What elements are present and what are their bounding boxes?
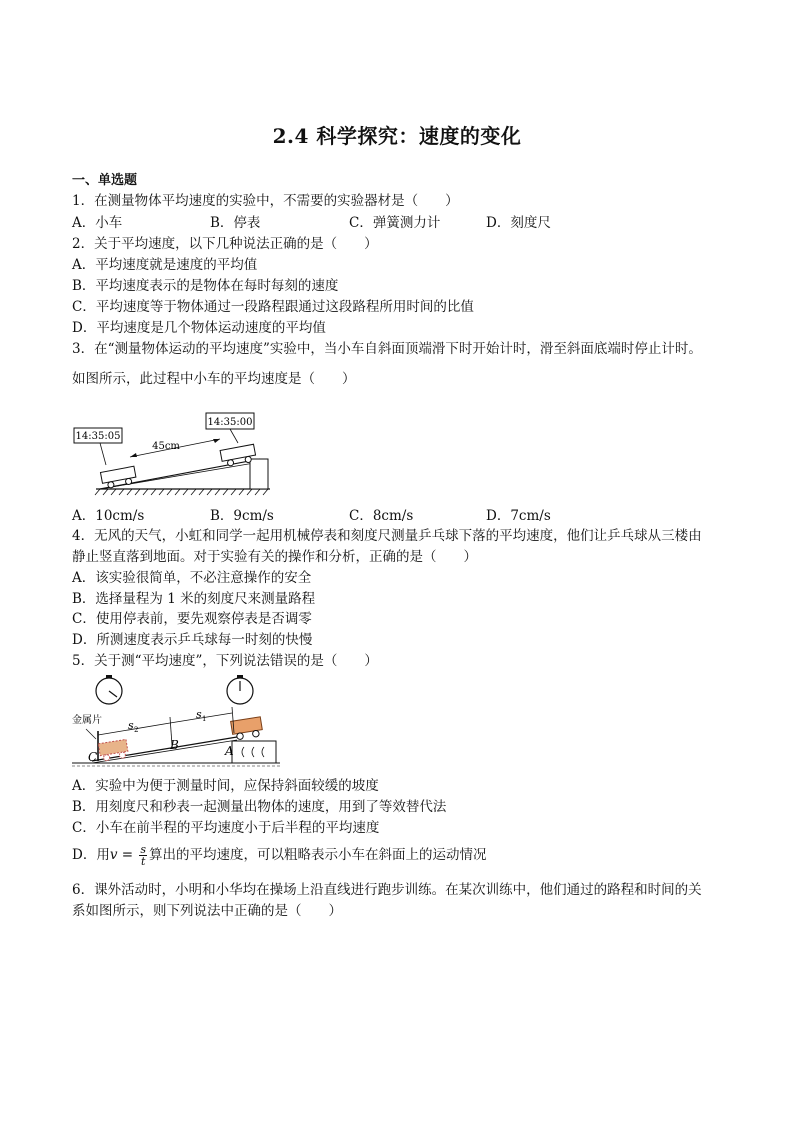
q1-option-a: A．小车 [72,215,123,231]
q3-option-d: D．7cm/s [486,508,551,524]
section-heading: 一、单选题 [72,173,138,188]
q3-time-end-label: 14:35:05 [75,431,121,442]
q5-option-d-suffix: 算出的平均速度，可以粗略表示小车在斜面上的运动情况 [149,847,487,863]
question-3-stem-line1: 3．在“测量物体运动的平均速度”实验中，当小车自斜面顶端滑下时开始计时，滑至斜面底端时停止计时。 [72,341,702,357]
q4-option-a: A．该实验很简单，不必注意操作的安全 [72,570,312,586]
question-6-stem-line1: 6．课外活动时，小明和小华均在操场上沿直线进行跑步训练。在某次训练中，他们通过的路程和时间的关 [72,882,702,898]
q5-formula-fraction [139,844,147,867]
q5-point-a: A [225,744,234,758]
q1-option-c: C．弹簧测力计 [349,215,441,231]
q1-option-d: D．刻度尺 [486,215,551,231]
q5-formula-v: v [109,847,118,863]
q2-option-a: A．平均速度就是速度的平均值 [72,257,258,273]
q5-incline-figure [72,673,284,769]
q5-metal-plate-label: 金属片 [72,715,102,726]
question-5-stem: 5．关于测“平均速度”，下列说法错误的是（ ） [72,653,378,669]
q3-incline-figure [70,405,280,497]
q3-option-a: A．10cm/s [72,508,145,524]
q5-s1-label: s [196,708,202,721]
question-3-stem-line2: 如图所示，此过程中小车的平均速度是（ ） [72,371,356,387]
q4-option-c: C．使用停表前，要先观察停表是否调零 [72,611,312,627]
question-4-stem-line1: 4．无风的天气，小虹和同学一起用机械停表和刻度尺测量乒乓球下落的平均速度，他们让乒乓球从三楼由 [72,528,702,544]
q5-option-a: A．实验中为便于测量时间，应保持斜面较缓的坡度 [72,778,379,794]
q5-option-c: C．小车在前半程的平均速度小于后半程的平均速度 [72,820,380,836]
q2-option-b: B．平均速度表示的是物体在每时每刻的速度 [72,278,339,294]
page-title: 2.4 科学探究：速度的变化 [272,124,522,148]
question-2-stem: 2．关于平均速度，以下几种说法正确的是（ ） [72,236,378,252]
q5-point-b: B [170,738,179,752]
q1-option-b: B．停表 [210,215,261,231]
question-1-stem: 1．在测量物体平均速度的实验中，不需要的实验器材是（ ） [72,193,459,209]
q5-s1-sub: 1 [202,715,207,723]
q3-option-b: B．9cm/s [210,508,274,524]
q5-point-c: C [88,750,98,764]
question-4-stem-line2: 静止竖直落到地面。对于实验有关的操作和分析，正确的是（ ） [72,549,477,565]
q3-option-c: C．8cm/s [349,508,414,524]
q5-option-d-prefix: D．用 [72,847,110,863]
q4-option-b: B．选择量程为 1 米的刻度尺来测量路程 [72,591,316,607]
q4-option-d: D．所测速度表示乒乓球每一时刻的快慢 [72,632,313,648]
q2-option-d: D．平均速度是几个物体运动速度的平均值 [72,320,326,336]
q5-formula-den: t [140,855,146,868]
q3-distance-label: 45cm [152,441,180,452]
q5-formula-num: s [140,843,147,856]
q5-formula-eq: = [117,847,138,863]
q2-option-c: C．平均速度等于物体通过一段路程跟通过这段路程所用时间的比值 [72,299,474,315]
question-6-stem-line2: 系如图所示，则下列说法中正确的是（ ） [72,903,342,919]
q5-s2-sub: 2 [134,726,139,734]
q3-time-start-label: 14:35:00 [207,417,253,428]
q5-option-d [72,844,487,867]
q5-s2-label: s [128,719,134,732]
q5-option-b: B．用刻度尺和秒表一起测量出物体的速度，用到了等效替代法 [72,799,447,815]
